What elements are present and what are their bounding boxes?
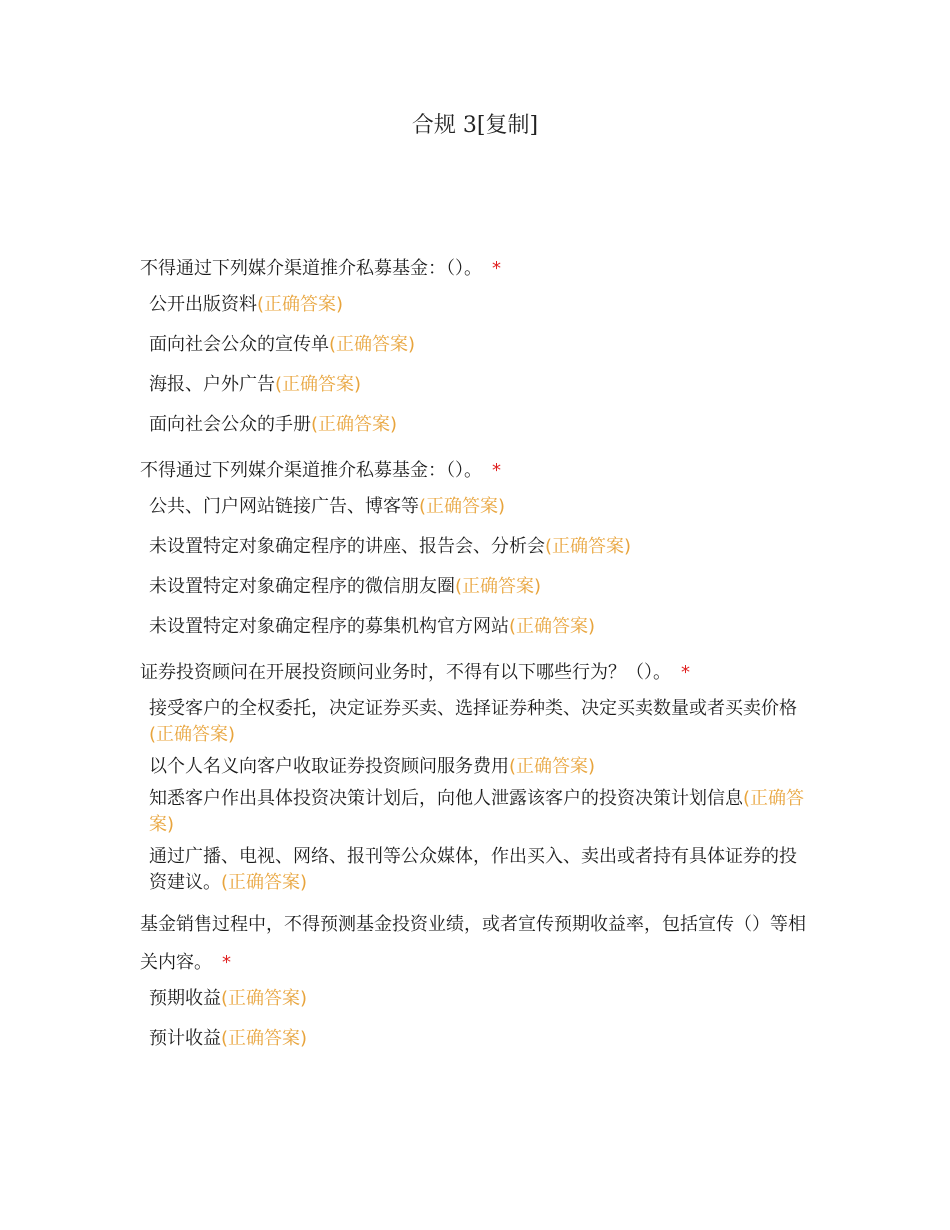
correct-answer-tag: (正确答案) [545,536,632,557]
correct-answer-tag: (正确答案) [509,756,596,777]
option[interactable]: 通过广播、电视、网络、报刊等公众媒体，作出买入、卖出或者持有具体证券的投资建议。(正确答案) [149,846,797,893]
option[interactable]: 海报、户外广告(正确答案) [149,374,362,395]
correct-answer-tag: (正确答案) [257,294,344,315]
required-mark: * [681,662,690,683]
option-list [140,986,820,1052]
option-list [140,696,820,896]
correct-answer-tag: (正确答案) [419,496,506,517]
correct-answer-tag: (正确答案) [311,414,398,435]
option[interactable]: 未设置特定对象确定程序的微信朋友圈(正确答案) [149,576,542,597]
question-text: 不得通过下列媒介渠道推介私募基金：（）。 * [140,258,501,279]
option[interactable]: 以个人名义向客户收取证券投资顾问服务费用(正确答案) [149,756,596,777]
correct-answer-tag: (正确答案) [275,374,362,395]
option[interactable]: 面向社会公众的手册(正确答案) [149,414,398,435]
question-list [140,250,820,1066]
correct-answer-tag: (正确答案) [221,1028,308,1049]
question-text: 不得通过下列媒介渠道推介私募基金：（）。 * [140,460,501,481]
option[interactable]: 预期收益(正确答案) [149,988,308,1009]
correct-answer-tag: (正确答案) [329,334,416,355]
option-list [140,494,820,640]
question-1 [140,250,820,438]
option[interactable]: 未设置特定对象确定程序的募集机构官方网站(正确答案) [149,616,596,637]
option[interactable]: 公共、门户网站链接广告、博客等(正确答案) [149,496,506,517]
correct-answer-tag: (正确答案) [509,616,596,637]
correct-answer-tag: (正确答案) [149,724,236,745]
correct-answer-tag: (正确答案) [455,576,542,597]
required-mark: * [222,952,231,973]
required-mark: * [492,258,501,279]
option[interactable]: 面向社会公众的宣传单(正确答案) [149,334,416,355]
required-mark: * [492,460,501,481]
option-list [140,292,820,438]
correct-answer-tag: (正确答案) [221,988,308,1009]
option[interactable]: 接受客户的全权委托，决定证券买卖、选择证券种类、决定买卖数量或者买卖价格(正确答案) [149,698,797,745]
question-2 [140,452,820,640]
option[interactable]: 未设置特定对象确定程序的讲座、报告会、分析会(正确答案) [149,536,632,557]
question-text: 证券投资顾问在开展投资顾问业务时，不得有以下哪些行为？（）。 * [140,662,690,683]
correct-answer-tag: (正确答案) [221,872,308,893]
option[interactable]: 预计收益(正确答案) [149,1028,308,1049]
question-4 [140,906,820,1052]
page-title: 合规 3[复制] [411,113,539,138]
question-text: 基金销售过程中，不得预测基金投资业绩，或者宣传预期收益率，包括宣传（）等相关内容。 * [140,914,806,973]
option[interactable]: 公开出版资料(正确答案) [149,294,344,315]
question-3 [140,654,820,896]
option[interactable]: 知悉客户作出具体投资决策计划后，向他人泄露该客户的投资决策计划信息(正确答案) [149,788,805,835]
correct-answer-tag: (正确答案) [149,788,805,835]
